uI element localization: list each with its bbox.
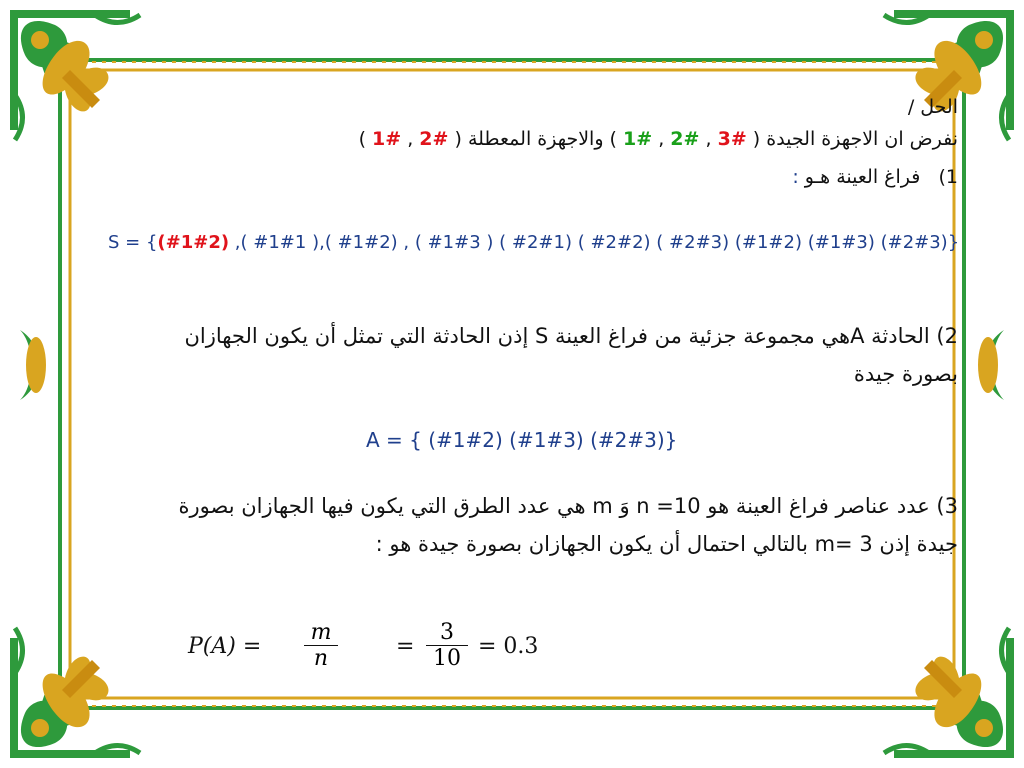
pair-1: (#1#2) [157,232,230,253]
pair-7: ( #2#3) [656,232,730,253]
sample-space-suffix: } [947,232,960,253]
assumption-line: نفرض ان الاجهزة الجيدة ( #3 , #2 , #1 ) والاجهزة المعطلة ( #2 , #1 ) [358,128,958,150]
assumption-text-good: نفرض ان الاجهزة الجيدة [766,128,958,150]
event-a: A = { (#1#2) (#1#3) (#2#3)} [366,428,678,452]
pair-9: (#1#3) [807,232,875,253]
item-1-colon: : [792,166,799,188]
item-1-number: 1) [938,166,958,188]
item-1 [792,166,958,188]
pair-3: ( #1#2) [324,232,398,253]
good-item-1: #1 [623,128,653,150]
formula-equals: = [396,634,415,659]
item-1-text: فراغ العينة هـو [804,166,921,188]
pair-2: ( #1#1 ) [240,232,320,253]
fraction-numerator-m: m [310,620,332,645]
assumption-text-bad: والاجهزة المعطلة [467,128,604,150]
good-item-3: #3 [717,128,747,150]
pair-6: ( #2#2) [577,232,651,253]
heading-solution: الحل / [907,96,958,118]
item-2-line-2: بصورة جيدة [853,362,958,386]
pair-10: (#2#3) [880,232,948,253]
sample-space-prefix: S = { [108,232,158,253]
sample-space: S = {(#1#2) ,( #1#1 ),( #1#2) , ( #1#3 ) ( #2#1) ( #2#2) ( #2#3) (#1#2) (#1#3) (#2#3)} [108,232,960,253]
pair-4: ( #1#3 ) [414,232,494,253]
formula-fraction-m-n [304,620,338,671]
good-item-2: #2 [670,128,700,150]
pair-5: ( #2#1) [499,232,572,253]
bad-item-1: #1 [372,128,402,150]
fraction-denominator-10: 10 [426,645,468,671]
item-2-line-1: 2) الحادثة Aهي مجموعة جزئية من فراغ العينة S إذن الحادثة التي تمثل أن يكون الجهازان [184,324,958,348]
fraction-numerator-3: 3 [440,620,454,645]
fraction-denominator-n: n [304,645,338,671]
formula-result: = 0.3 [478,634,539,659]
formula-lhs: P(A) = [188,634,262,659]
formula-fraction-3-10 [426,620,468,671]
pair-8: (#1#2) [734,232,802,253]
item-3-line-1: 3) عدد عناصر فراغ العينة هو n =10 وَ m هي عدد الطرق التي يكون فيها الجهازان بصورة [178,494,958,518]
bad-item-2: #2 [419,128,449,150]
item-3-line-2: جيدة إذن m= 3 بالتالي احتمال أن يكون الجهازان بصورة جيدة هو : [375,532,958,556]
